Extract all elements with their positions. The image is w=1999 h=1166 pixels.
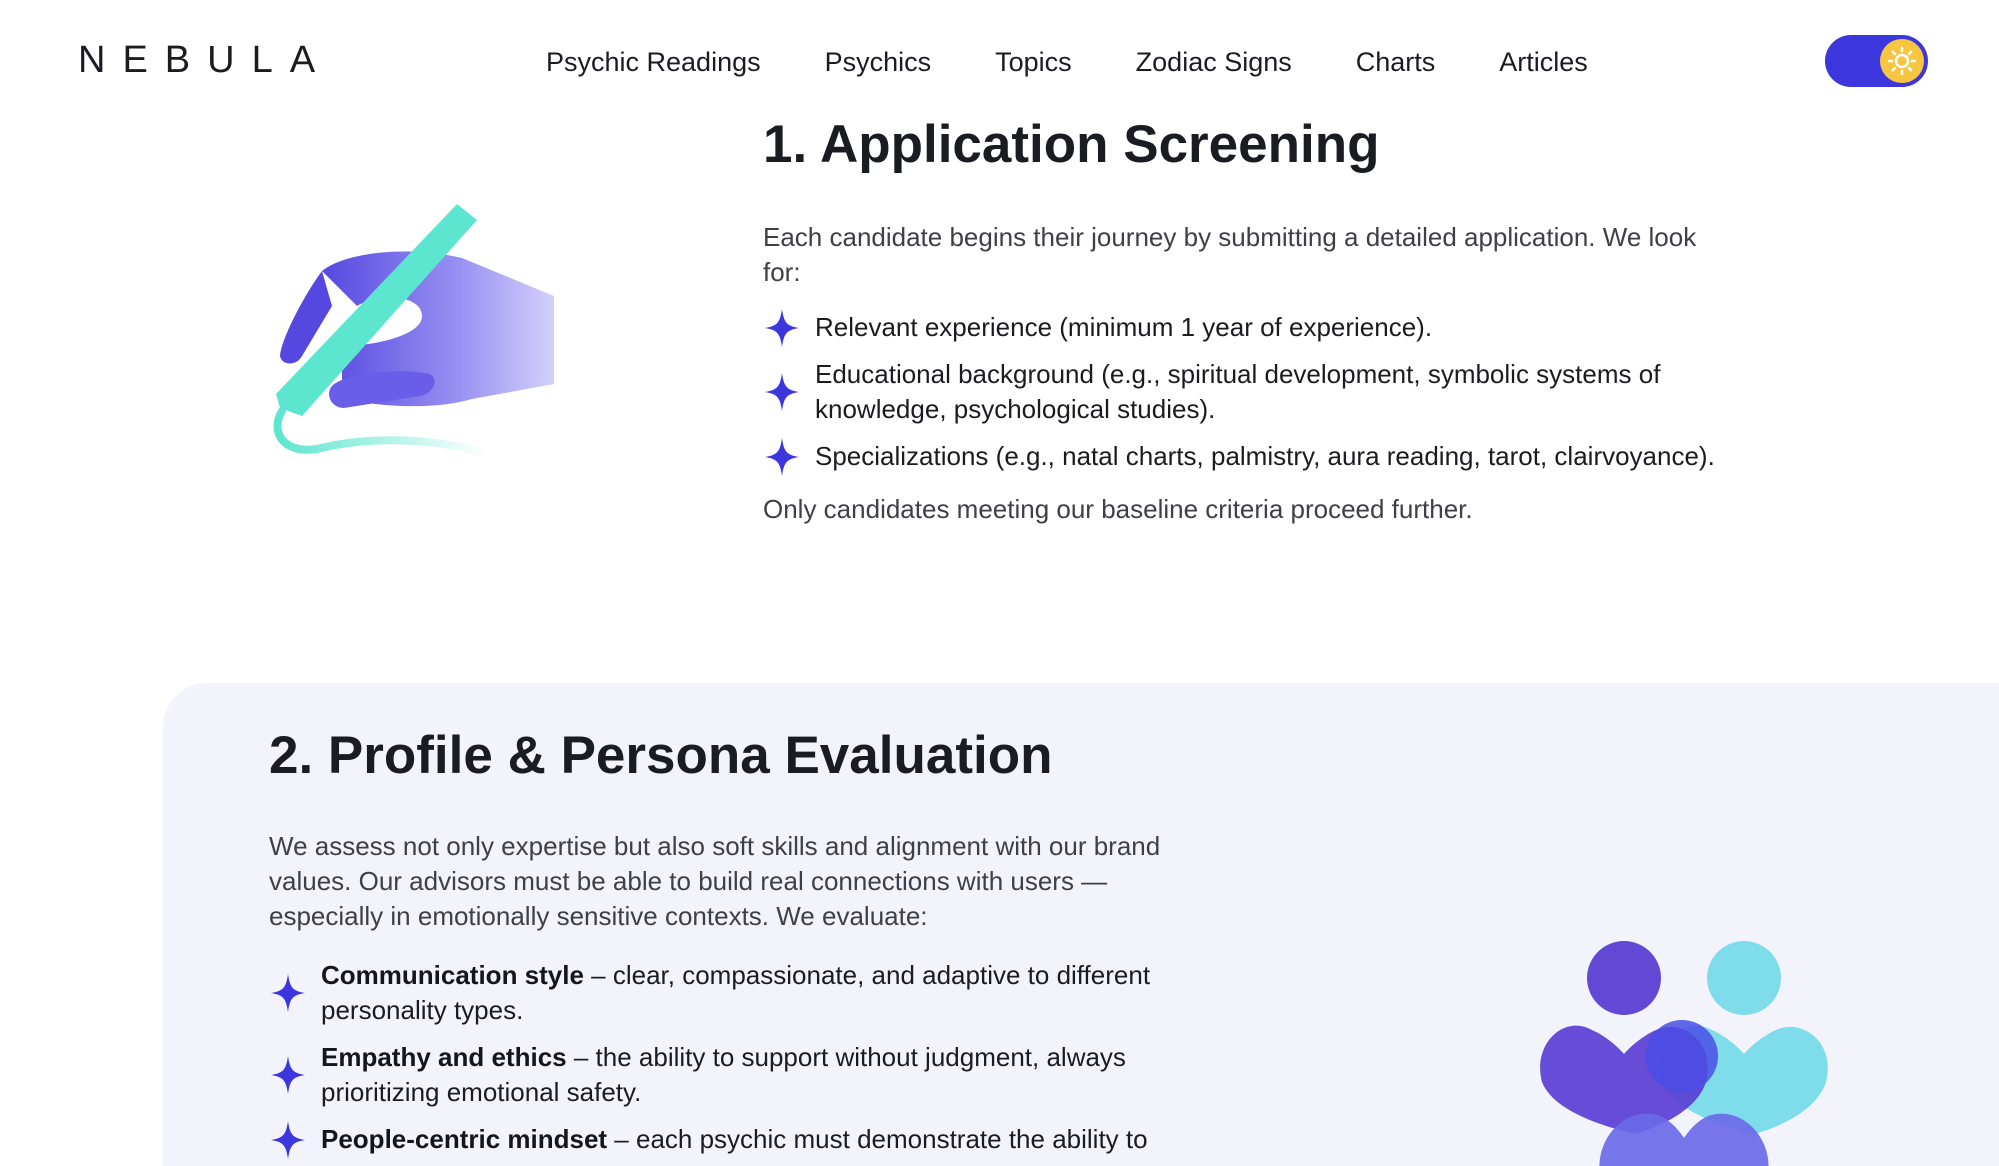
list-item-text: [321, 960, 1150, 1025]
section-application-screening: [763, 110, 1723, 527]
nav-topics[interactable]: Topics: [995, 46, 1072, 77]
sparkle-icon: [269, 972, 307, 1014]
nav-psychic-readings[interactable]: Psychic Readings: [546, 46, 761, 77]
list-item-text: Relevant experience (minimum 1 year of experience).: [815, 312, 1433, 342]
section-intro: Each candidate begins their journey by submitting a detailed application. We look for:: [763, 222, 1697, 287]
section-title: 2. Profile & Persona Evaluation: [269, 726, 1053, 785]
section-intro: We assess not only expertise but also soft skills and alignment with our brand values. Our advisors must be able to build real connections with users — especially in emotionally sensitive contexts. We evaluate:: [269, 831, 1161, 931]
list-item: [269, 958, 1199, 1028]
nav-psychics[interactable]: Psychics: [824, 46, 932, 77]
list-item-description: – the ability to support without judgment, always prioritizing emotional safety.: [321, 1042, 1126, 1107]
section-profile-evaluation: [269, 721, 1229, 1166]
nav-articles[interactable]: Articles: [1499, 46, 1588, 77]
list-item-text: Specializations (e.g., natal charts, palmistry, aura reading, tarot, clairvoyance).: [815, 441, 1715, 471]
list-item-text: [321, 1042, 1126, 1107]
people-group-illustration: [1534, 936, 1834, 1166]
hand-writing-illustration: [262, 196, 562, 466]
list-item: [763, 310, 1723, 345]
site-header: [0, 0, 1999, 120]
sparkle-icon: [269, 1119, 307, 1161]
list-item-description: – clear, compassionate, and adaptive to different personality types.: [321, 960, 1151, 1025]
toggle-knob: [1880, 39, 1924, 83]
main-nav: [546, 40, 1588, 84]
section-title: 1. Application Screening: [763, 115, 1380, 174]
evaluation-list: [269, 958, 1199, 1157]
list-item-term: Communication style: [321, 960, 584, 990]
sun-icon: [1887, 46, 1917, 76]
sparkle-icon: [763, 307, 801, 349]
list-item-text: [321, 1124, 1148, 1154]
list-item-term: Empathy and ethics: [321, 1042, 567, 1072]
list-item-term: People-centric mindset: [321, 1124, 608, 1154]
section-closing: Only candidates meeting our baseline criteria proceed further.: [763, 494, 1473, 524]
nav-zodiac-signs[interactable]: Zodiac Signs: [1135, 46, 1292, 77]
criteria-list: [763, 310, 1723, 474]
list-item: [269, 1040, 1199, 1110]
list-item: [763, 357, 1723, 427]
theme-toggle[interactable]: [1825, 35, 1928, 87]
sparkle-icon: [763, 371, 801, 413]
sparkle-icon: [269, 1054, 307, 1096]
nebula-logo[interactable]: NEBULA: [78, 39, 333, 81]
nav-charts[interactable]: Charts: [1355, 46, 1436, 77]
list-item-text: Educational background (e.g., spiritual development, symbolic systems of knowledge, psychological studies).: [815, 359, 1661, 424]
list-item-description: – each psychic must demonstrate the ability to: [607, 1124, 1148, 1154]
sparkle-icon: [763, 436, 801, 478]
list-item: [763, 439, 1723, 474]
list-item: [269, 1122, 1199, 1157]
